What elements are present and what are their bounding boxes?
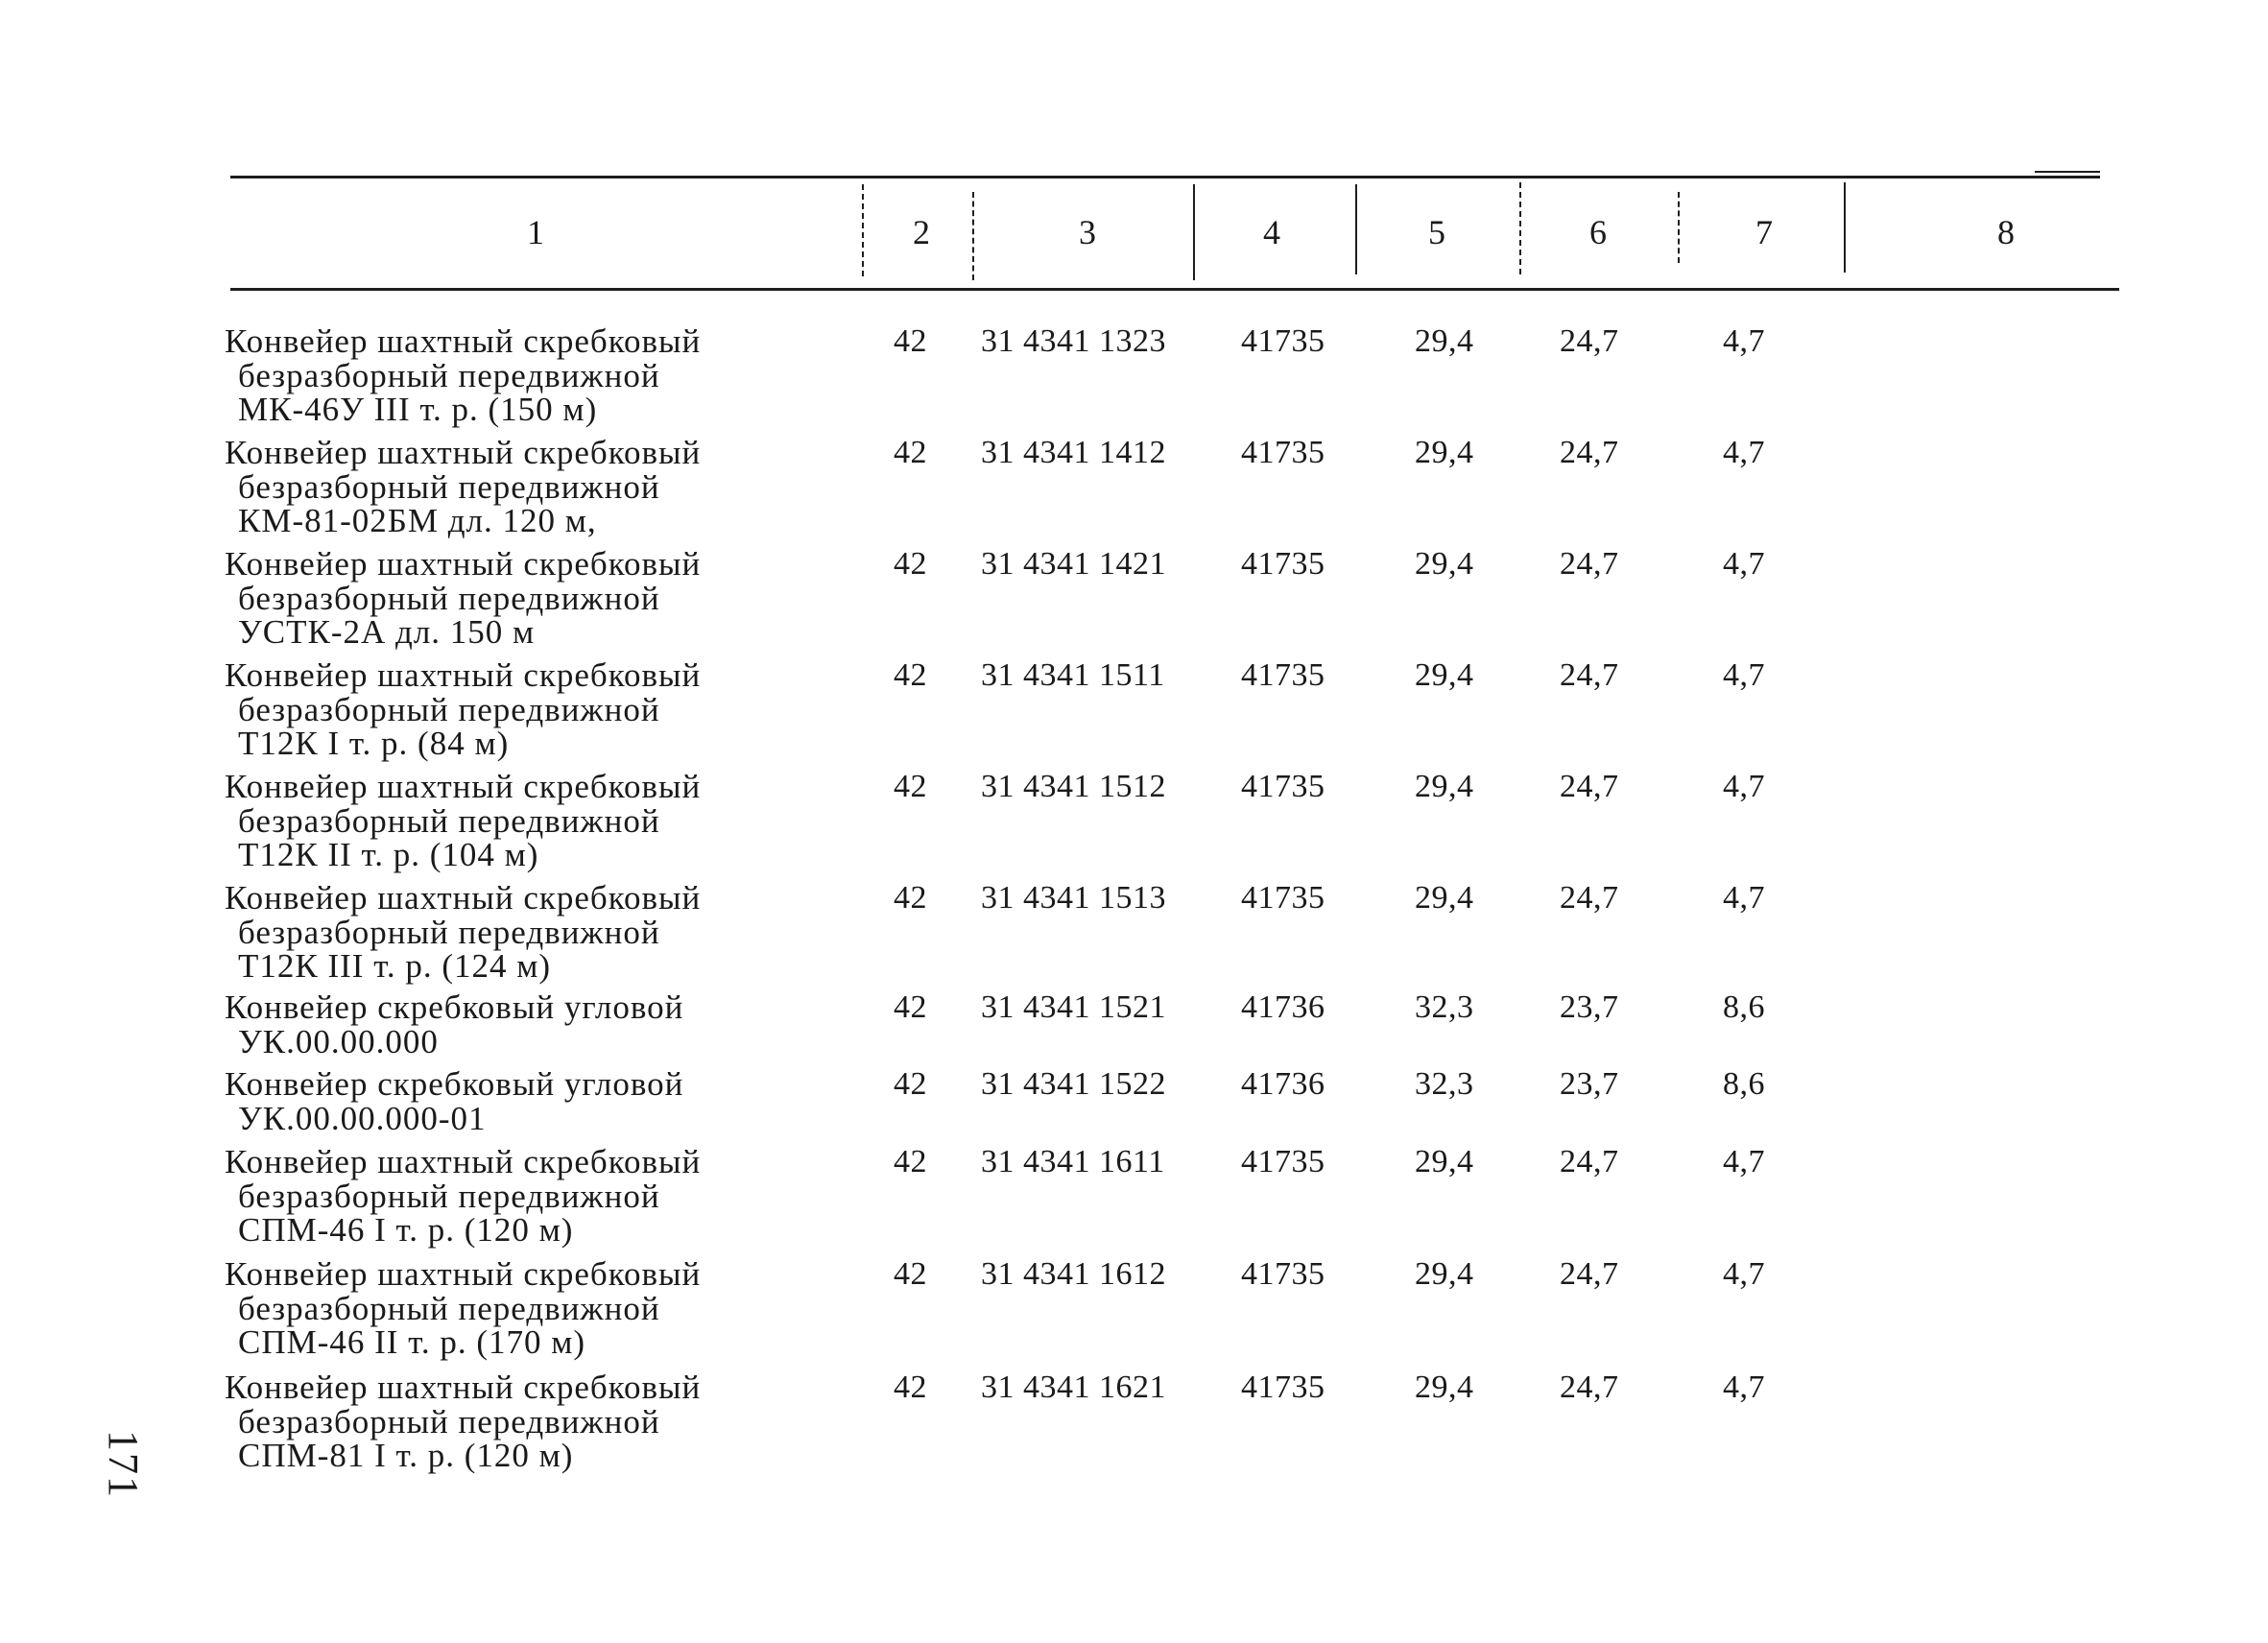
cell-name-line: СПМ-81 I т. р. (120 м): [238, 1437, 574, 1474]
cell-col-3: 31 4341 1421: [981, 546, 1166, 582]
header-separator-4-5: [1355, 184, 1357, 274]
cell-col-2: 42: [894, 323, 927, 359]
cell-col-6: 24,7: [1560, 323, 1619, 359]
cell-col-4: 41735: [1241, 880, 1325, 916]
cell-col-7: 4,7: [1723, 1256, 1765, 1292]
cell-col-3: 31 4341 1522: [981, 1066, 1166, 1102]
cell-col-5: 29,4: [1415, 323, 1474, 359]
cell-name-line: безразборный передвижной: [238, 801, 660, 840]
cell-col-7: 4,7: [1723, 1369, 1765, 1405]
cell-name: [225, 990, 762, 1059]
cell-name: [225, 436, 762, 538]
column-header-1: 1: [527, 213, 544, 251]
cell-col-6: 23,7: [1560, 989, 1619, 1025]
cell-col-4: 41735: [1241, 435, 1325, 470]
cell-name-line: Т12К I т. р. (84 м): [238, 725, 510, 762]
cell-col-3: 31 4341 1611: [981, 1144, 1165, 1179]
cell-name-line: Конвейер шахтный скребковый: [225, 1369, 702, 1406]
cell-col-5: 32,3: [1415, 1066, 1474, 1102]
cell-col-6: 24,7: [1560, 1256, 1619, 1292]
cell-name-line: безразборный передвижной: [238, 1289, 660, 1327]
header-separator-5-6: [1519, 182, 1521, 274]
cell-col-3: 31 4341 1612: [981, 1256, 1166, 1292]
column-header-7: 7: [1755, 213, 1773, 251]
cell-name-line: Конвейер шахтный скребковый: [225, 768, 702, 805]
header-separator-1-2: [862, 184, 864, 276]
cell-col-5: 29,4: [1415, 657, 1474, 693]
cell-name-line: безразборный передвижной: [238, 690, 660, 728]
cell-name-line: УК.00.00.000-01: [238, 1099, 487, 1137]
cell-col-4: 41735: [1241, 1369, 1325, 1405]
cell-col-3: 31 4341 1521: [981, 989, 1166, 1025]
cell-col-2: 42: [894, 1369, 927, 1405]
cell-name: [225, 1257, 762, 1360]
cell-col-7: 8,6: [1723, 1066, 1765, 1102]
cell-col-4: 41735: [1241, 769, 1325, 804]
cell-name-line: КМ-81-02БМ дл. 120 м,: [238, 502, 597, 539]
cell-col-5: 29,4: [1415, 880, 1474, 916]
cell-col-6: 24,7: [1560, 1144, 1619, 1179]
cell-name-line: УК.00.00.000: [238, 1022, 439, 1060]
page-number: 171: [100, 1430, 147, 1499]
column-header-8: 8: [1997, 213, 2015, 251]
cell-col-4: 41735: [1241, 1144, 1325, 1179]
cell-col-4: 41735: [1241, 323, 1325, 359]
cell-name-line: Конвейер шахтный скребковый: [225, 656, 702, 694]
cell-name: [225, 881, 762, 984]
cell-col-7: 4,7: [1723, 769, 1765, 804]
cell-col-3: 31 4341 1511: [981, 657, 1165, 693]
cell-col-3: 31 4341 1621: [981, 1369, 1166, 1405]
cell-name-line: безразборный передвижной: [238, 913, 660, 951]
cell-col-4: 41735: [1241, 546, 1325, 582]
column-header-6: 6: [1589, 213, 1607, 251]
cell-name-line: безразборный передвижной: [238, 579, 660, 617]
cell-col-2: 42: [894, 1144, 927, 1179]
cell-col-3: 31 4341 1412: [981, 435, 1166, 470]
cell-name-line: МК-46У III т. р. (150 м): [238, 391, 598, 428]
cell-name-line: Конвейер шахтный скребковый: [225, 434, 702, 471]
column-header-2: 2: [913, 213, 930, 251]
cell-col-6: 24,7: [1560, 769, 1619, 804]
table-top-rule-tail: [2035, 171, 2100, 173]
column-header-5: 5: [1428, 213, 1445, 251]
cell-col-2: 42: [894, 1256, 927, 1292]
cell-name-line: Т12К III т. р. (124 м): [238, 947, 552, 985]
cell-col-5: 29,4: [1415, 546, 1474, 582]
cell-name-line: УСТК-2А дл. 150 м: [238, 613, 536, 651]
cell-col-2: 42: [894, 880, 927, 916]
cell-col-2: 42: [894, 769, 927, 804]
cell-col-3: 31 4341 1512: [981, 769, 1166, 804]
cell-name-line: Конвейер шахтный скребковый: [225, 322, 702, 360]
cell-col-7: 8,6: [1723, 989, 1765, 1025]
cell-name-line: Конвейер скребковый угловой: [225, 1065, 684, 1103]
cell-name-line: СПМ-46 II т. р. (170 м): [238, 1323, 586, 1361]
cell-name-line: Конвейер скребковый угловой: [225, 988, 684, 1026]
cell-col-6: 24,7: [1560, 657, 1619, 693]
cell-col-6: 24,7: [1560, 1369, 1619, 1405]
cell-col-4: 41736: [1241, 989, 1325, 1025]
cell-col-5: 29,4: [1415, 1369, 1474, 1405]
cell-col-2: 42: [894, 657, 927, 693]
cell-col-7: 4,7: [1723, 880, 1765, 916]
cell-name-line: безразборный передвижной: [238, 356, 660, 394]
cell-col-5: 29,4: [1415, 435, 1474, 470]
cell-col-3: 31 4341 1323: [981, 323, 1166, 359]
cell-col-6: 23,7: [1560, 1066, 1619, 1102]
cell-name-line: Конвейер шахтный скребковый: [225, 545, 702, 583]
cell-col-2: 42: [894, 1066, 927, 1102]
cell-name-line: Т12К II т. р. (104 м): [238, 836, 539, 873]
column-header-4: 4: [1263, 213, 1280, 251]
cell-name: [225, 658, 762, 761]
column-header-3: 3: [1079, 213, 1096, 251]
cell-col-5: 32,3: [1415, 989, 1474, 1025]
cell-col-7: 4,7: [1723, 1144, 1765, 1179]
cell-col-4: 41735: [1241, 1256, 1325, 1292]
cell-col-5: 29,4: [1415, 1144, 1474, 1179]
cell-col-6: 24,7: [1560, 880, 1619, 916]
cell-name-line: Конвейер шахтный скребковый: [225, 879, 702, 917]
cell-col-2: 42: [894, 435, 927, 470]
header-separator-7-8: [1844, 182, 1846, 273]
cell-name-line: безразборный передвижной: [238, 1402, 660, 1441]
header-separator-6-7: [1678, 192, 1680, 263]
cell-name-line: безразборный передвижной: [238, 467, 660, 506]
table-top-rule: [230, 176, 2100, 179]
cell-col-7: 4,7: [1723, 435, 1765, 470]
cell-name: [225, 1370, 762, 1473]
cell-name: [225, 1067, 762, 1135]
cell-col-7: 4,7: [1723, 546, 1765, 582]
cell-col-6: 24,7: [1560, 435, 1619, 470]
cell-col-7: 4,7: [1723, 323, 1765, 359]
cell-col-2: 42: [894, 546, 927, 582]
cell-col-5: 29,4: [1415, 769, 1474, 804]
cell-col-6: 24,7: [1560, 546, 1619, 582]
cell-name-line: безразборный передвижной: [238, 1177, 660, 1215]
cell-col-4: 41735: [1241, 657, 1325, 693]
cell-name-line: Конвейер шахтный скребковый: [225, 1255, 702, 1293]
cell-col-7: 4,7: [1723, 657, 1765, 693]
cell-name-line: Конвейер шахтный скребковый: [225, 1143, 702, 1180]
cell-name: [225, 547, 762, 650]
cell-col-2: 42: [894, 989, 927, 1025]
cell-col-4: 41736: [1241, 1066, 1325, 1102]
table-header-bottom-rule: [230, 288, 2119, 291]
cell-col-3: 31 4341 1513: [981, 880, 1166, 916]
cell-name: [225, 770, 762, 872]
cell-name-line: СПМ-46 I т. р. (120 м): [238, 1211, 574, 1249]
cell-col-5: 29,4: [1415, 1256, 1474, 1292]
header-separator-3-4: [1193, 184, 1195, 280]
header-separator-2-3: [972, 192, 974, 280]
cell-name: [225, 1145, 762, 1248]
cell-name: [225, 324, 762, 427]
